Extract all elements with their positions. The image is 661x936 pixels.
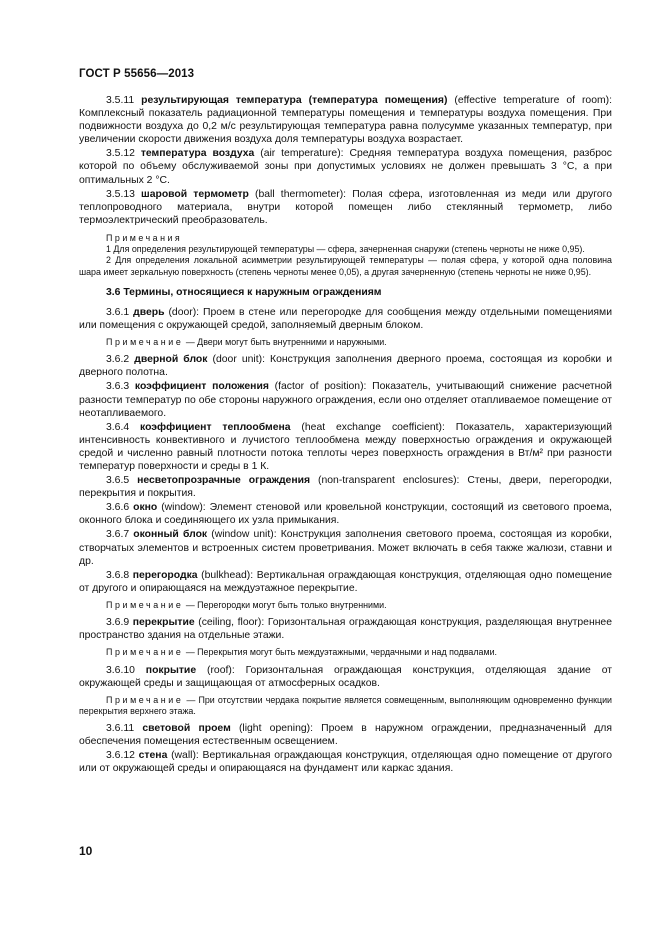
term-number: 3.6.12 [106,750,135,762]
term-note [79,600,612,611]
term-entry [79,188,612,227]
term-number: 3.6.3 [106,381,130,393]
page-number: 10 [79,844,93,858]
term-name: дверь [133,306,165,318]
note-label: Примечание [106,647,184,658]
term-name: световой проем [142,723,231,735]
term-definition: (bulkhead): Вертикальная ограждающая конструкция, отделяющая одно помещение от другого и опирающаяся на междуэтажное перекрытие. [79,569,613,594]
term-number: 3.6.8 [106,569,130,581]
term-name: коэффициент теплообмена [140,421,291,433]
term-definition: (air temperature): Средняя температура воздуха помещения, разброс которой по объему обслуживаемой зоны при допустимых условиях не должен превышать 3 °С, а при оптимальных 2 °С. [79,148,612,186]
note-text: — Перегородки могут быть только внутренними. [183,599,387,610]
term-definition: (door): Проем в стене или перегородке для сообщения между отдельными помещениями или помещения с окружающей средой, заполняемый дверным блоком. [79,306,612,331]
term-entry [79,306,612,332]
term-definition: (non-transparent enclosures): Стены, двери, перегородки, перекрытия и покрытия. [79,475,612,500]
term-definition: (effective temperature of room): Комплексный показатель радиационной температуры помещения и температуры воздуха помещения. При подвижности воздуха до 0,2 м/с результирующая температура равна полусумме указанных температур, при увеличении скорости движения воздуха доля температуры воздуха возрастает. [79,95,612,146]
term-name: покрытие [145,664,197,676]
term-definition: (heat exchange coefficient): Показатель, характеризующий интенсивность конвективного и лучистого теплообмена между поверхностью ограждения и окружающей средой и численно равный плотности потока теплоты через поверхность ограждения в Вт/м² при разности температур поверхности и среды в 1 К. [79,421,612,472]
note-text: — Двери могут быть внутренними и наружными. [183,337,387,348]
term-name: перегородка [132,569,198,581]
term-number: 3.5.11 [106,95,135,106]
term-number: 3.6.6 [106,502,130,514]
term-number: 3.5.13 [106,188,135,200]
term-entry [79,380,612,419]
term-entry [79,147,612,186]
term-number: 3.6.7 [106,529,130,541]
term-name: дверной блок [134,354,208,366]
term-number: 3.6.1 [106,306,130,318]
term-entry [79,528,612,567]
term-definition: (factor of position): Показатель, учитывающий снижение расчетной разности температур по обе стороны наружного ограждения, если оно отделяет отапливаемое помещение от неотапливаемого. [79,381,612,419]
notes-heading: Примечания [106,232,183,243]
term-definition: (window unit): Конструкция заполнения светового проема, состоящая из коробки, створчатых элементов и встроенных систем проветривания. Может включать в себя также жалюзи, ставни и др. [79,529,612,567]
term-entry [79,501,612,527]
term-number: 3.6.4 [106,421,130,433]
term-note [79,647,612,658]
term-entry [79,569,612,595]
term-definition: (window): Элемент стеновой или кровельной конструкции, состоящий из светового проема, оконного блока и соединяющего их узла примыкания. [79,502,613,527]
term-note [79,695,612,717]
term-number: 3.6.10 [106,664,135,676]
term-number: 3.6.9 [106,617,130,629]
term-number: 3.5.12 [106,148,135,160]
term-definition: (ceiling, floor): Горизонтальная ограждающая конструкция, разделяющая внутреннее пространство здания на отдельные этажи. [79,617,612,642]
term-name: температура воздуха [140,148,255,160]
term-entry [79,722,612,748]
note-text: — Перекрытия могут быть междуэтажными, чердачными и над подвалами. [183,647,498,658]
term-entry [79,94,612,146]
term-name: несветопрозрачные ограждения [137,475,311,487]
term-entry [79,749,612,775]
term-definition: (door unit): Конструкция заполнения дверного проема, состоящая из коробки и дверного полотна. [79,354,612,379]
document-header: ГОСТ Р 55656—2013 [79,68,195,80]
term-note [79,337,612,348]
term-entry [79,474,612,500]
term-name: коэффициент положения [134,381,269,393]
term-definition: (light opening): Проем в наружном ограждении, предназначенный для обеспечения помещения естественным освещением. [79,723,612,748]
terms-group-3-6 [79,306,612,776]
term-number: 3.6.11 [106,723,135,735]
term-entry [79,421,612,473]
note-label: Примечание [106,599,184,610]
term-entry [79,353,612,379]
term-name: окно [133,502,158,514]
notes-list [79,244,612,278]
note-label: Примечание [106,694,184,705]
terms-group-3-5 [79,94,612,227]
note-line: 2 Для определения локальной асимметрии результирующей температуры — полая сфера, у которой одна половина шара имеет зеркальную поверхность (степень черноты менее 0,05), а другая зачерненную (степень черноты не ниже 0,95). [79,255,612,277]
term-definition: (ball thermometer): Полая сфера, изготовленная из меди или другого теплопроводного материала, внутри которой помещен либо стеклянный термометр, либо термоэлектрический преобразователь. [79,188,612,226]
term-name: оконный блок [133,529,208,541]
term-definition: (wall): Вертикальная ограждающая конструкция, отделяющая одно помещение от другого или от окружающей среды и опирающаяся на фундамент или каркас здания. [79,750,613,775]
term-number: 3.6.5 [106,475,130,487]
term-number: 3.6.2 [106,354,130,366]
term-definition: (roof): Горизонтальная ограждающая конструкция, отделяющая здание от окружающей среды и защищающая от атмосферных осадков. [79,664,612,689]
note-text: — При отсутствии чердака покрытие является совмещенным, выполняющим одновременно функции перекрытия верхнего этажа. [79,694,612,716]
section-heading: 3.6 Термины, относящиеся к наружным ограждениям [106,286,382,298]
term-name: перекрытие [132,617,195,629]
note-label: Примечание [106,337,184,348]
term-name: стена [138,750,168,762]
term-name: шаровой термометр [141,188,249,200]
page-body [79,94,612,775]
term-entry [79,664,612,690]
term-name: результирующая температура (температура помещения) [141,95,448,106]
note-line: 1 Для определения результирующей температуры — сфера, зачерненная снаружи (степень черноты не ниже 0,95). [106,244,585,255]
term-entry [79,616,612,642]
